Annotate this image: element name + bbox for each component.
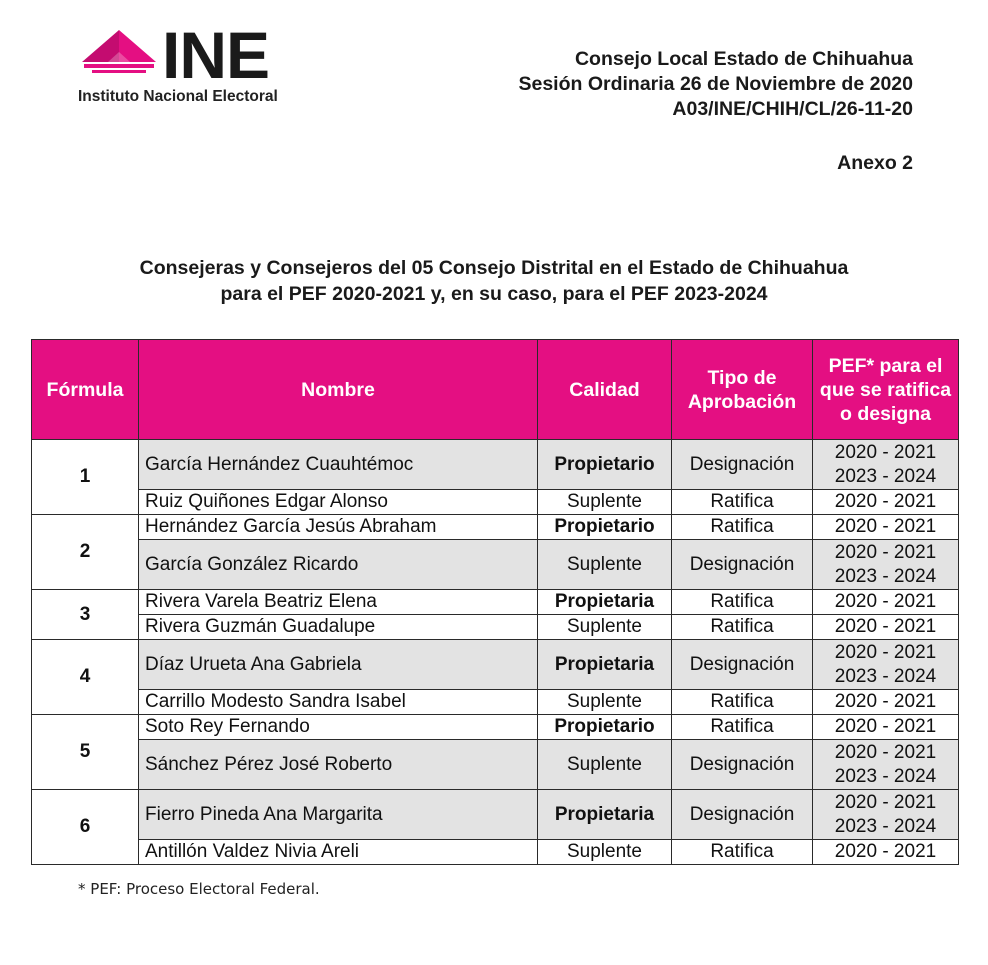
- formula-number: 3: [32, 590, 139, 640]
- member-name: Rivera Guzmán Guadalupe: [139, 615, 538, 640]
- pef-period: 2020 - 2021: [813, 515, 959, 540]
- pef-period: 2020 - 2021 2023 - 2024: [813, 740, 959, 790]
- member-quality: Suplente: [538, 840, 672, 865]
- column-header-approval: Tipo de Aprobación: [672, 340, 813, 440]
- pef-period: 2020 - 2021 2023 - 2024: [813, 790, 959, 840]
- formula-number: 5: [32, 715, 139, 790]
- table-row: [32, 790, 959, 840]
- pef-period: 2020 - 2021: [813, 690, 959, 715]
- table-row: [32, 540, 959, 590]
- member-name: Antillón Valdez Nivia Areli: [139, 840, 538, 865]
- approval-type: Designación: [672, 440, 813, 490]
- approval-type: Ratifica: [672, 515, 813, 540]
- pef-period: 2020 - 2021: [813, 490, 959, 515]
- member-name: Hernández García Jesús Abraham: [139, 515, 538, 540]
- agreement-code: A03/INE/CHIH/CL/26-11-20: [672, 98, 913, 120]
- annex-label: Anexo 2: [837, 152, 913, 174]
- table-row: [32, 515, 959, 540]
- table-row: [32, 690, 959, 715]
- approval-type: Ratifica: [672, 490, 813, 515]
- approval-type: Designación: [672, 740, 813, 790]
- document-title-line-1: Consejeras y Consejeros del 05 Consejo Distrital en el Estado de Chihuahua: [139, 257, 849, 279]
- column-header-formula: Fórmula: [32, 340, 139, 440]
- approval-type: Ratifica: [672, 615, 813, 640]
- pef-period: 2020 - 2021 2023 - 2024: [813, 540, 959, 590]
- member-quality: Propietario: [538, 715, 672, 740]
- member-name: Díaz Urueta Ana Gabriela: [139, 640, 538, 690]
- column-header-pef: PEF* para el que se ratifica o designa: [813, 340, 959, 440]
- approval-type: Ratifica: [672, 690, 813, 715]
- member-name: García Hernández Cuauhtémoc: [139, 440, 538, 490]
- member-name: Rivera Varela Beatriz Elena: [139, 590, 538, 615]
- pef-period: 2020 - 2021: [813, 840, 959, 865]
- member-quality: Suplente: [538, 615, 672, 640]
- member-name: Soto Rey Fernando: [139, 715, 538, 740]
- footnote: * PEF: Proceso Electoral Federal.: [78, 880, 320, 898]
- pef-period: 2020 - 2021: [813, 715, 959, 740]
- member-quality: Propietaria: [538, 790, 672, 840]
- member-name: Fierro Pineda Ana Margarita: [139, 790, 538, 840]
- table-row: [32, 590, 959, 615]
- member-quality: Propietaria: [538, 590, 672, 615]
- member-quality: Suplente: [538, 540, 672, 590]
- approval-type: Ratifica: [672, 590, 813, 615]
- session-date: Sesión Ordinaria 26 de Noviembre de 2020: [518, 73, 913, 95]
- table-row: [32, 740, 959, 790]
- member-name: Sánchez Pérez José Roberto: [139, 740, 538, 790]
- pef-period: 2020 - 2021 2023 - 2024: [813, 440, 959, 490]
- formula-number: 6: [32, 790, 139, 865]
- approval-type: Designación: [672, 540, 813, 590]
- approval-type: Designación: [672, 790, 813, 840]
- member-name: Carrillo Modesto Sandra Isabel: [139, 690, 538, 715]
- document-title-line-2: para el PEF 2020-2021 y, en su caso, para el PEF 2023-2024: [220, 283, 768, 305]
- table-row: [32, 490, 959, 515]
- column-header-name: Nombre: [139, 340, 538, 440]
- member-quality: Suplente: [538, 740, 672, 790]
- member-quality: Propietario: [538, 440, 672, 490]
- column-header-quality: Calidad: [538, 340, 672, 440]
- ine-logo: [78, 18, 328, 108]
- table-row: [32, 840, 959, 865]
- member-name: Ruiz Quiñones Edgar Alonso: [139, 490, 538, 515]
- table-row: [32, 640, 959, 690]
- table-header-row: [32, 340, 959, 440]
- pef-period: 2020 - 2021 2023 - 2024: [813, 640, 959, 690]
- member-quality: Propietario: [538, 515, 672, 540]
- approval-type: Designación: [672, 640, 813, 690]
- table-row: [32, 440, 959, 490]
- formula-number: 1: [32, 440, 139, 515]
- table-row: [32, 615, 959, 640]
- council-name: Consejo Local Estado de Chihuahua: [574, 48, 913, 70]
- pef-period: 2020 - 2021: [813, 615, 959, 640]
- table-row: [32, 715, 959, 740]
- approval-type: Ratifica: [672, 715, 813, 740]
- logo-wordmark: INE: [162, 18, 270, 92]
- member-quality: Suplente: [538, 690, 672, 715]
- formula-number: 4: [32, 640, 139, 715]
- ine-emblem-icon: [78, 28, 160, 90]
- pef-period: 2020 - 2021: [813, 590, 959, 615]
- member-name: García González Ricardo: [139, 540, 538, 590]
- councilors-table: [31, 339, 959, 865]
- approval-type: Ratifica: [672, 840, 813, 865]
- logo-subtitle: Instituto Nacional Electoral: [78, 88, 278, 105]
- member-quality: Suplente: [538, 490, 672, 515]
- member-quality: Propietaria: [538, 640, 672, 690]
- formula-number: 2: [32, 515, 139, 590]
